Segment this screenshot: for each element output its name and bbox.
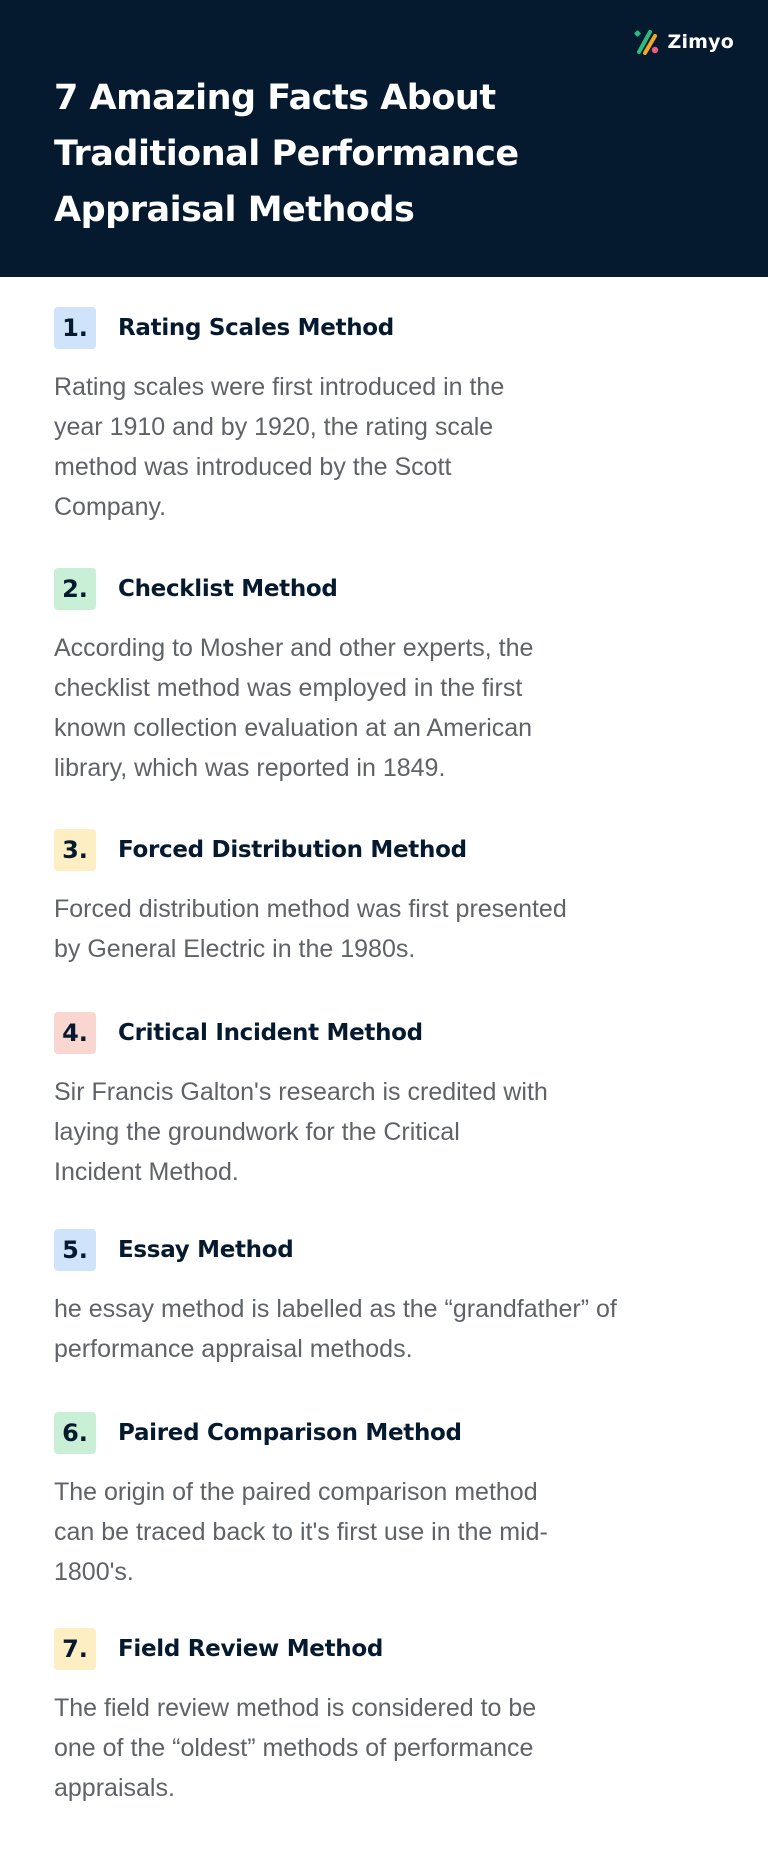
fact-number-badge: 6. (54, 1412, 96, 1454)
fact-item (54, 1412, 654, 1592)
fact-heading (54, 307, 654, 349)
fact-number-badge: 4. (54, 1012, 96, 1054)
fact-description: he essay method is labelled as the “grandfather” of performance appraisal methods. (54, 1295, 617, 1363)
fact-title: Forced Distribution Method (118, 837, 467, 863)
fact-number-badge: 7. (54, 1628, 96, 1670)
fact-heading (54, 1229, 654, 1271)
header-banner (0, 0, 768, 277)
fact-heading (54, 1628, 654, 1670)
fact-item (54, 307, 654, 527)
fact-item (54, 1628, 654, 1808)
fact-heading (54, 1412, 654, 1454)
fact-description: The field review method is considered to be one of the “oldest” methods of performance appraisals. (54, 1694, 537, 1802)
fact-title: Rating Scales Method (118, 315, 394, 341)
fact-title: Critical Incident Method (118, 1020, 423, 1046)
fact-title: Field Review Method (118, 1636, 384, 1662)
zimyo-logo-icon (633, 28, 661, 56)
fact-item (54, 568, 654, 788)
brand-name: Zimyo (667, 31, 734, 53)
fact-item (54, 1012, 654, 1192)
fact-item (54, 829, 654, 969)
fact-description: According to Mosher and other experts, the checklist method was employed in the first known collection evaluation at an American library, which was reported in 1849. (54, 634, 534, 782)
fact-description: Sir Francis Galton's research is credited with laying the groundwork for the Critical Incident Method. (54, 1078, 548, 1186)
fact-number-badge: 2. (54, 568, 96, 610)
fact-title: Paired Comparison Method (118, 1420, 462, 1446)
fact-number-badge: 1. (54, 307, 96, 349)
page-title: 7 Amazing Facts About Traditional Performance Appraisal Methods (54, 78, 519, 230)
fact-number-badge: 5. (54, 1229, 96, 1271)
fact-description: Forced distribution method was first presented by General Electric in the 1980s. (54, 895, 567, 963)
fact-item (54, 1229, 654, 1369)
fact-heading (54, 829, 654, 871)
brand-logo (633, 28, 734, 56)
fact-number-badge: 3. (54, 829, 96, 871)
fact-title: Essay Method (118, 1237, 294, 1263)
fact-title: Checklist Method (118, 576, 338, 602)
fact-description: Rating scales were first introduced in the year 1910 and by 1920, the rating scale method was introduced by the Scott Company. (54, 373, 505, 521)
fact-description: The origin of the paired comparison method can be traced back to it's first use in the mid-1800's. (54, 1478, 548, 1586)
fact-heading (54, 568, 654, 610)
fact-heading (54, 1012, 654, 1054)
